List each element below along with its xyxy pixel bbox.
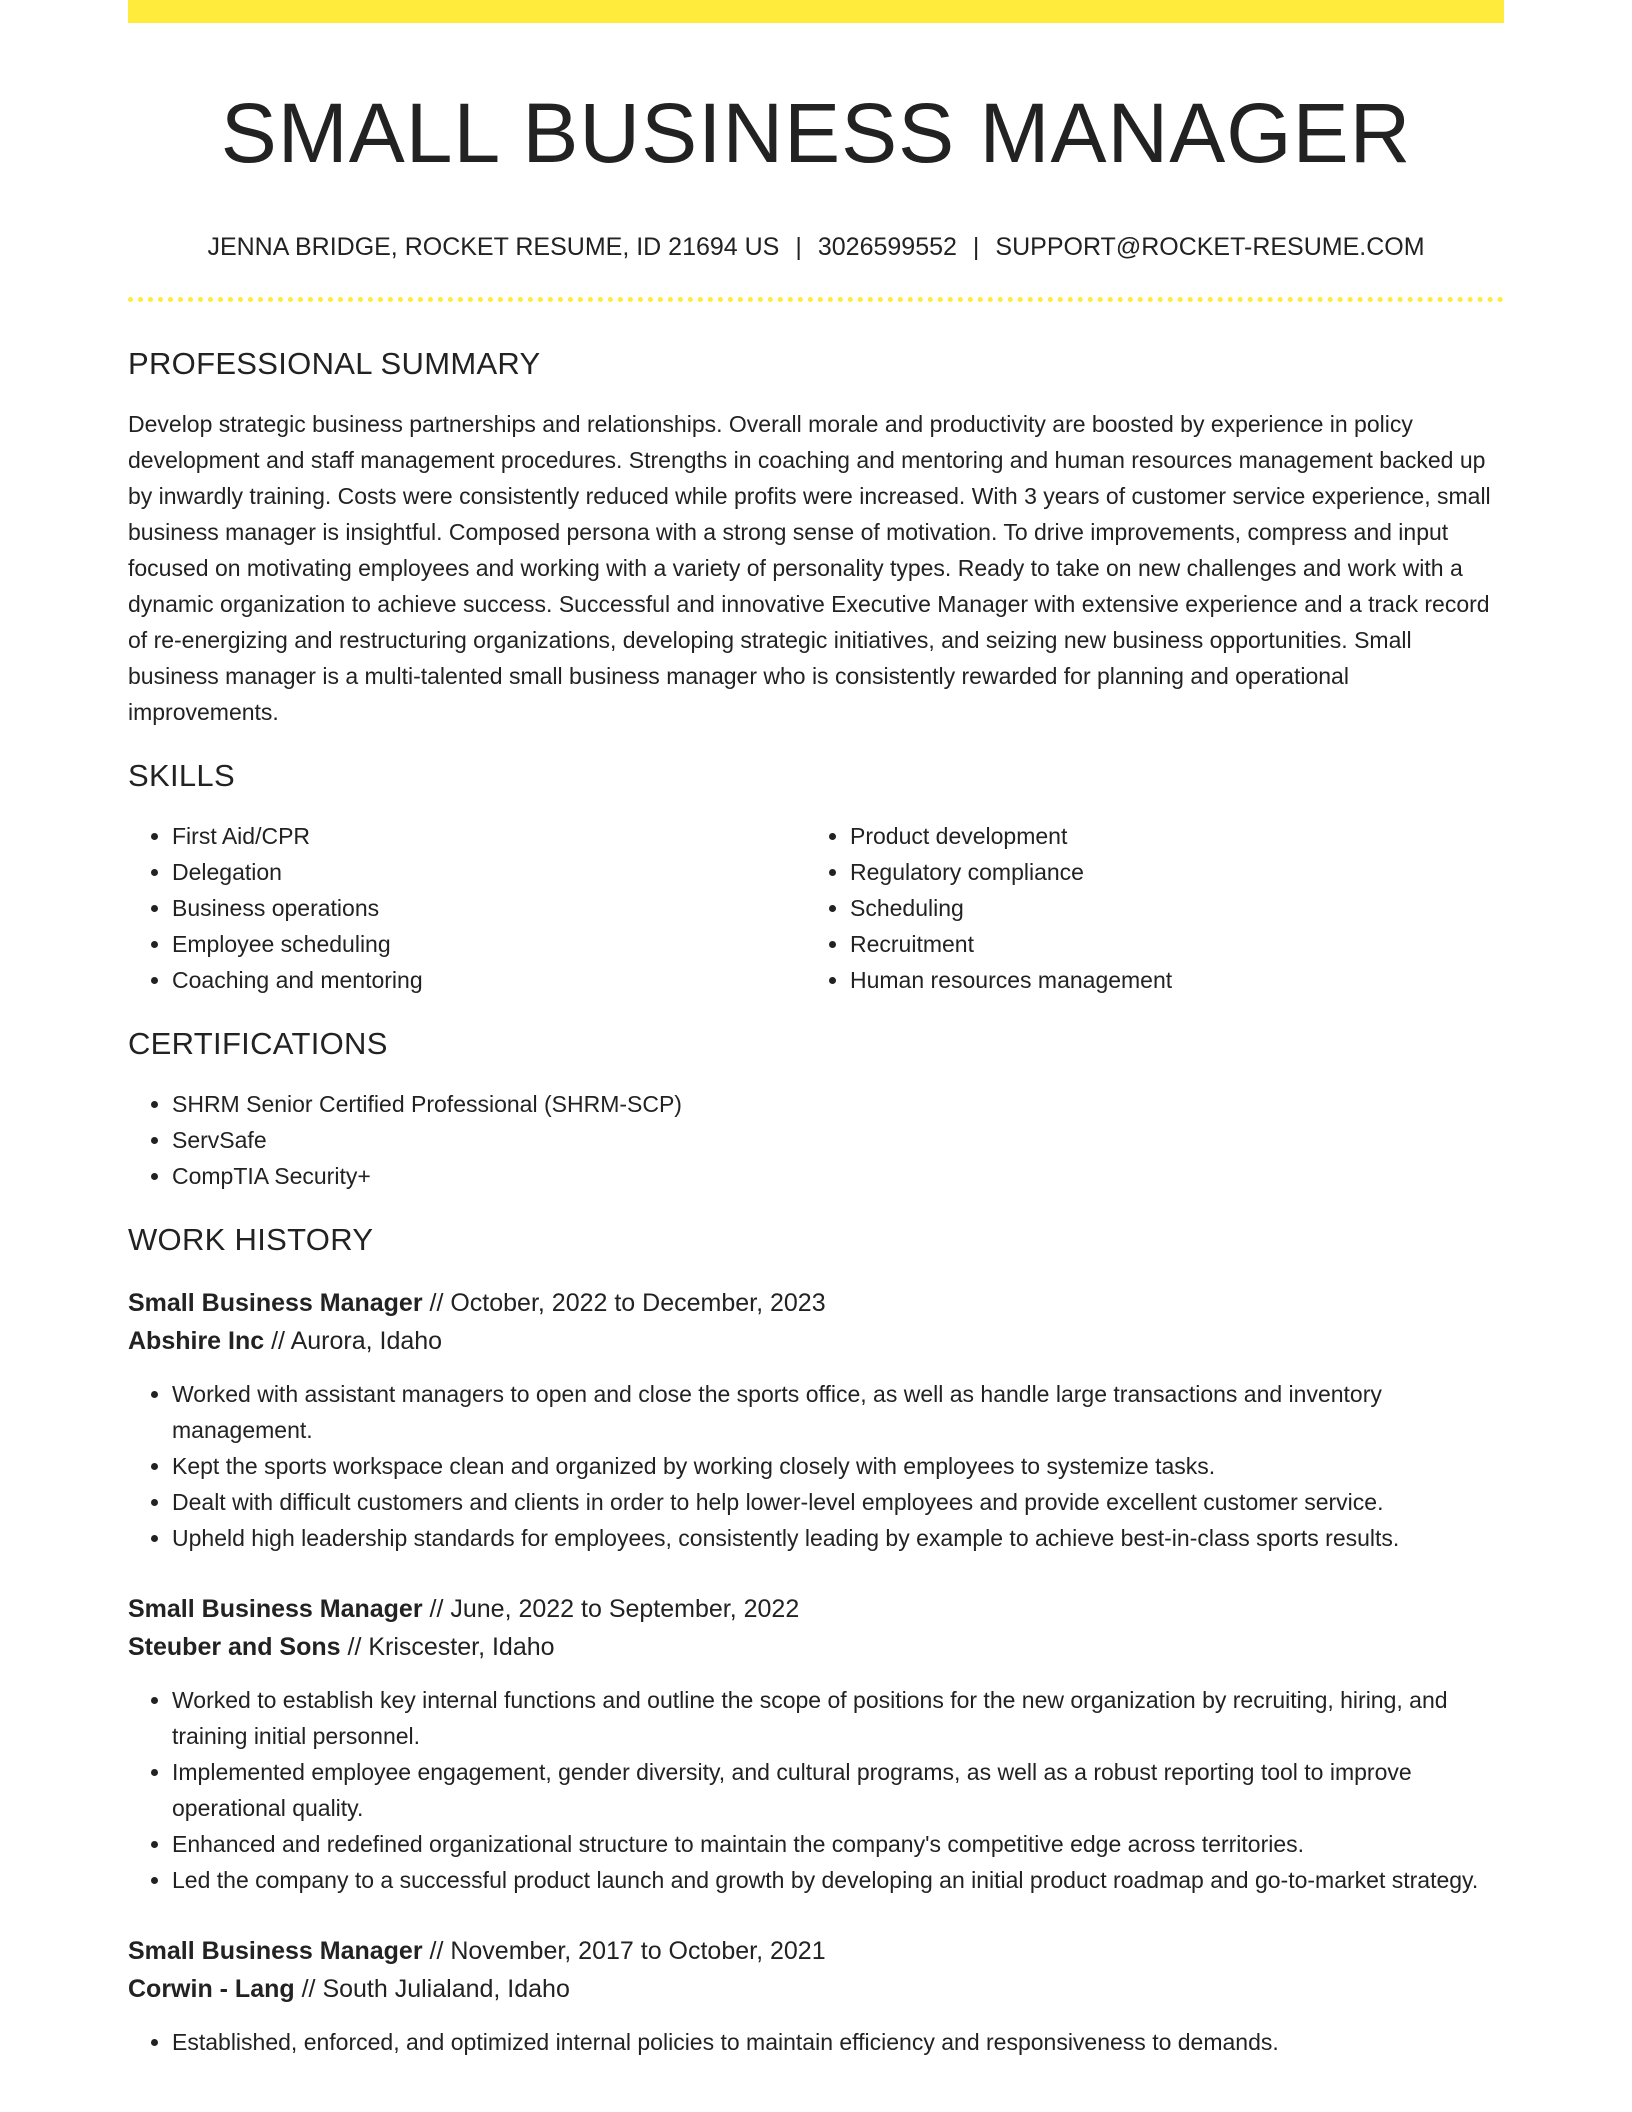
job-company-line	[128, 1322, 1504, 1360]
job-bullet: • Worked with assistant managers to open and close the sports office, as well as handle large transactions and inventory management.	[172, 1376, 1504, 1448]
job-location: // Aurora, Idaho	[271, 1327, 443, 1355]
skill-item: • Product development	[850, 818, 1484, 854]
skills-heading: SKILLS	[128, 758, 235, 793]
skill-item: • First Aid/CPR	[172, 818, 806, 854]
job-bullet: • Implemented employee engagement, gender diversity, and cultural programs, as well as a robust reporting tool to improve operational quality.	[172, 1754, 1504, 1826]
contact-separator: |	[972, 233, 980, 261]
skill-item: • Human resources management	[850, 962, 1484, 998]
job-bullets	[128, 1376, 1504, 1556]
job-title-line	[128, 1590, 1504, 1628]
job-bullet: • Led the company to a successful product launch and growth by developing an initial product roadmap and go-to-market strategy.	[172, 1862, 1504, 1898]
job-location: // South Julialand, Idaho	[301, 1975, 570, 2003]
skill-item: • Recruitment	[850, 926, 1484, 962]
top-accent-bar	[128, 0, 1504, 23]
skills-right-column	[806, 818, 1484, 998]
job-entry	[128, 1284, 1504, 1556]
resume-title: SMALL BUSINESS MANAGER	[220, 86, 1412, 180]
certifications-list	[128, 1086, 1504, 1194]
job-title: Small Business Manager	[128, 1937, 423, 1965]
skills-grid	[128, 818, 1504, 998]
job-company: Abshire Inc	[128, 1327, 265, 1355]
job-bullet: • Established, enforced, and optimized internal policies to maintain efficiency and responsiveness to demands.	[172, 2024, 1504, 2060]
job-company-line	[128, 1970, 1504, 2008]
job-location: // Kriscester, Idaho	[347, 1633, 555, 1661]
contact-address: JENNA BRIDGE, ROCKET RESUME, ID 21694 US	[207, 233, 780, 261]
job-company: Corwin - Lang	[128, 1975, 295, 2003]
summary-text: Develop strategic business partnerships and relationships. Overall morale and productivity are boosted by experience in policy development and staff management procedures. Strengths in coaching and mentoring and human resources management backed up by inwardly training. Costs were consistently reduced while profits were increased. With 3 years of customer service experience, small business manager is insightful. Composed persona with a strong sense of motivation. To drive improvements, compress and input focused on motivating employees and working with a variety of personality types. Ready to take on new challenges and work with a dynamic organization to achieve success. Successful and innovative Executive Manager with extensive experience and a track record of re-energizing and restructuring organizations, developing strategic initiatives, and seizing new business opportunities. Small business manager is a multi-talented small business manager who is consistently rewarded for planning and operational improvements.	[128, 411, 1491, 725]
job-dates: // November, 2017 to October, 2021	[429, 1937, 826, 1965]
skill-item: • Business operations	[172, 890, 806, 926]
job-title: Small Business Manager	[128, 1595, 423, 1623]
contact-line	[128, 231, 1504, 263]
contact-phone: 3026599552	[817, 233, 957, 261]
skill-item: • Delegation	[172, 854, 806, 890]
job-bullet: • Worked to establish key internal functions and outline the scope of positions for the new organization by recruiting, hiring, and training initial personnel.	[172, 1682, 1504, 1754]
job-title-line	[128, 1284, 1504, 1322]
contact-separator: |	[795, 233, 802, 261]
skill-item: • Employee scheduling	[172, 926, 806, 962]
summary-heading: PROFESSIONAL SUMMARY	[128, 346, 541, 381]
resume-page	[128, 0, 1504, 2060]
contact-email: SUPPORT@ROCKET-RESUME.COM	[995, 233, 1425, 261]
certification-item: • SHRM Senior Certified Professional (SHRM-SCP)	[172, 1086, 1504, 1122]
job-bullet: • Enhanced and redefined organizational structure to maintain the company's competitive edge across territories.	[172, 1826, 1504, 1862]
job-bullets	[128, 1682, 1504, 1898]
certifications-heading: CERTIFICATIONS	[128, 1026, 388, 1061]
skill-item: • Coaching and mentoring	[172, 962, 806, 998]
job-bullets	[128, 2024, 1504, 2060]
job-dates: // June, 2022 to September, 2022	[429, 1595, 800, 1623]
job-company: Steuber and Sons	[128, 1633, 341, 1661]
job-title: Small Business Manager	[128, 1289, 423, 1317]
job-entry	[128, 1590, 1504, 1898]
skills-left-column	[128, 818, 806, 998]
job-company-line	[128, 1628, 1504, 1666]
job-bullet: • Kept the sports workspace clean and organized by working closely with employees to systemize tasks.	[172, 1448, 1504, 1484]
work-history-heading: WORK HISTORY	[128, 1222, 374, 1257]
skill-item: • Regulatory compliance	[850, 854, 1484, 890]
certification-item: • CompTIA Security+	[172, 1158, 1504, 1194]
dotted-divider	[128, 297, 1504, 302]
job-bullet: • Dealt with difficult customers and clients in order to help lower-level employees and provide excellent customer service.	[172, 1484, 1504, 1520]
job-entry	[128, 1932, 1504, 2060]
certification-item: • ServSafe	[172, 1122, 1504, 1158]
skill-item: • Scheduling	[850, 890, 1484, 926]
job-dates: // October, 2022 to December, 2023	[429, 1289, 826, 1317]
job-bullet: • Upheld high leadership standards for employees, consistently leading by example to achieve best-in-class sports results.	[172, 1520, 1504, 1556]
job-title-line	[128, 1932, 1504, 1970]
